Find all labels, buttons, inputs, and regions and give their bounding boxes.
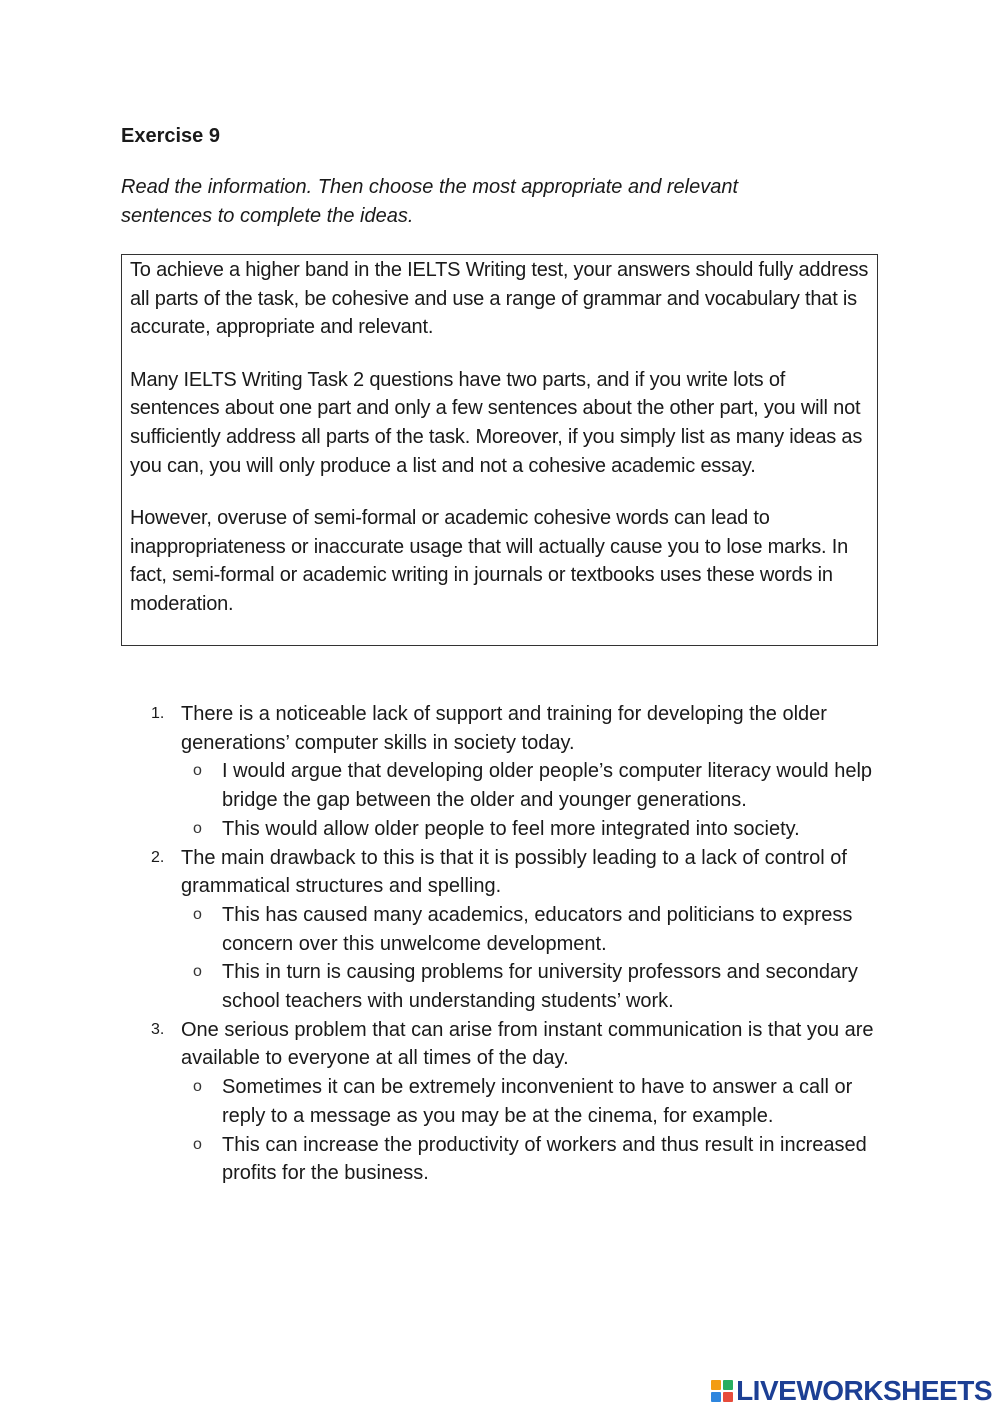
circle-bullet-icon: o bbox=[193, 1135, 202, 1153]
option-text: I would argue that developing older people’s computer literacy would help bridge the gap between the older and younger generations. bbox=[222, 760, 873, 812]
question-text: There is a noticeable lack of support and training for developing the older generations’ computer skills in society today. bbox=[181, 703, 827, 754]
circle-bullet-icon: o bbox=[193, 819, 202, 837]
exercise-title: Exercise 9 bbox=[121, 125, 220, 147]
question-text: One serious problem that can arise from instant communication is that you are available to everyone at all times of the day. bbox=[181, 1018, 874, 1070]
logo-square bbox=[723, 1392, 733, 1402]
answer-option[interactable] bbox=[181, 757, 886, 814]
liveworksheets-logo-icon bbox=[711, 1380, 733, 1402]
circle-bullet-icon: o bbox=[193, 905, 202, 923]
question-item bbox=[121, 1016, 886, 1188]
circle-bullet-icon: o bbox=[193, 1078, 202, 1096]
question-item bbox=[121, 844, 886, 1016]
question-text: The main drawback to this is that it is possibly leading to a lack of control of grammatical structures and spelling. bbox=[181, 846, 847, 898]
question-number: 2. bbox=[151, 848, 165, 866]
option-text: This can increase the productivity of workers and thus result in increased profits for the business. bbox=[222, 1133, 867, 1185]
option-text: This has caused many academics, educators and politicians to express concern over this unwelcome development. bbox=[222, 903, 853, 955]
info-paragraph: Many IELTS Writing Task 2 questions have two parts, and if you write lots of sentences about one part and only a few sentences about the other part, you will not sufficiently address all parts of the task. Moreover, if you simply list as many ideas as you can, you will only produce a list and not a cohesive academic essay. bbox=[130, 368, 863, 477]
answer-option[interactable] bbox=[181, 901, 886, 958]
info-paragraph: However, overuse of semi-formal or academic cohesive words can lead to inappropriateness or inaccurate usage that will actually cause you to lose marks. In fact, semi-formal or academic writing in journals or textbooks uses these words in moderation. bbox=[130, 507, 849, 615]
question-number: 1. bbox=[151, 705, 165, 722]
info-paragraph: To achieve a higher band in the IELTS Writing test, your answers should fully address all parts of the task, be cohesive and use a range of grammar and vocabulary that is accurate, appropriate and relevant. bbox=[130, 259, 869, 339]
circle-bullet-icon: o bbox=[193, 963, 202, 981]
option-text: This in turn is causing problems for university professors and secondary school teachers with understanding students’ work. bbox=[222, 961, 858, 1013]
option-list bbox=[181, 901, 886, 1016]
question-list bbox=[121, 700, 886, 1188]
question-item bbox=[121, 700, 886, 844]
answer-option[interactable] bbox=[181, 1131, 886, 1188]
instructions-text: Read the information. Then choose the most appropriate and relevant sentences to complete the ideas. bbox=[121, 176, 739, 227]
answer-option[interactable] bbox=[181, 1073, 886, 1130]
logo-text: LIVEWORKSHEETS bbox=[736, 1375, 992, 1406]
info-box bbox=[121, 254, 878, 646]
liveworksheets-logo bbox=[711, 1377, 992, 1405]
option-text: This would allow older people to feel more integrated into society. bbox=[222, 817, 800, 840]
option-list bbox=[181, 757, 886, 843]
circle-bullet-icon: o bbox=[193, 762, 202, 780]
logo-square bbox=[711, 1392, 721, 1402]
question-number: 3. bbox=[151, 1020, 165, 1038]
option-text: Sometimes it can be extremely inconvenient to have to answer a call or reply to a message as you may be at the cinema, for example. bbox=[222, 1076, 853, 1127]
answer-option[interactable] bbox=[181, 815, 886, 844]
logo-square bbox=[723, 1380, 733, 1390]
logo-square bbox=[711, 1380, 721, 1390]
option-list bbox=[181, 1073, 886, 1188]
answer-option[interactable] bbox=[181, 958, 886, 1015]
